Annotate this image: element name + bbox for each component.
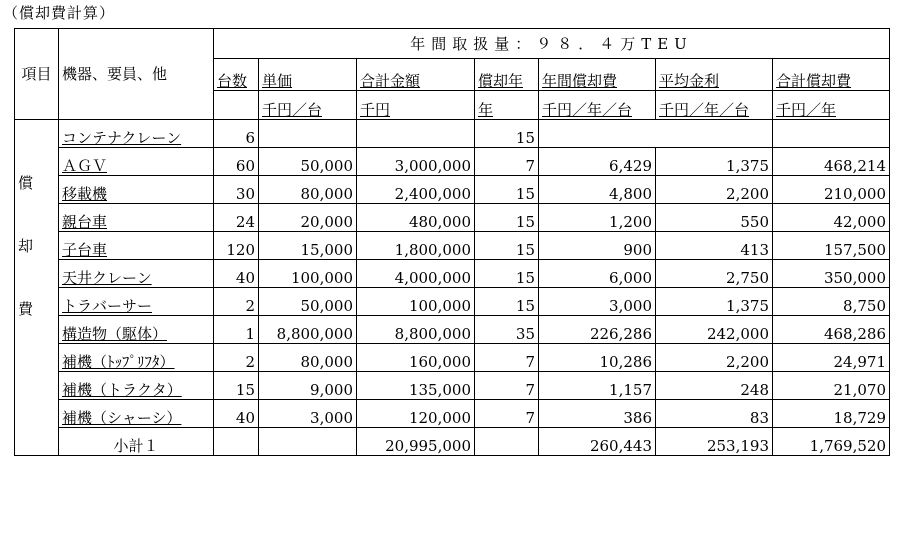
unit-interest: 千円／年／台 xyxy=(656,91,773,120)
row-total-dep: 18,729 xyxy=(773,400,890,428)
row-count: 120 xyxy=(214,232,259,260)
row-unit-price: 80,000 xyxy=(259,176,357,204)
row-interest: 1,375 xyxy=(656,148,773,176)
vertical-label xyxy=(15,120,59,456)
row-unit-price: 8,800,000 xyxy=(259,316,357,344)
row-total-dep: 42,000 xyxy=(773,204,890,232)
row-annual: 10,286 xyxy=(539,344,656,372)
depreciation-table xyxy=(14,28,890,456)
row-total xyxy=(357,120,475,148)
header-col-years: 償却年 xyxy=(475,59,539,91)
row-total: 135,000 xyxy=(357,372,475,400)
row-count: 6 xyxy=(214,120,259,148)
row-interest: 242,000 xyxy=(656,316,773,344)
subtotal-years xyxy=(475,428,539,456)
row-total: 2,400,000 xyxy=(357,176,475,204)
row-name: 補機（シャーシ） xyxy=(59,400,214,428)
row-count: 1 xyxy=(214,316,259,344)
unit-count xyxy=(214,91,259,120)
header-item: 項目 xyxy=(15,29,59,120)
row-annual: 900 xyxy=(539,232,656,260)
table-row xyxy=(15,176,890,204)
row-total-dep: 21,070 xyxy=(773,372,890,400)
row-years: 7 xyxy=(475,148,539,176)
row-annual: 386 xyxy=(539,400,656,428)
row-years: 35 xyxy=(475,316,539,344)
unit-total: 千円 xyxy=(357,91,475,120)
row-total: 4,000,000 xyxy=(357,260,475,288)
table-caption: （償却費計算） xyxy=(3,4,116,22)
subtotal-label: 小計１ xyxy=(59,428,214,456)
row-total-dep: 157,500 xyxy=(773,232,890,260)
header-col-count: 台数 xyxy=(214,59,259,91)
row-total-dep: 468,214 xyxy=(773,148,890,176)
row-total: 8,800,000 xyxy=(357,316,475,344)
header-col-total-dep: 合計償却費 xyxy=(773,59,890,91)
row-years: 15 xyxy=(475,120,539,148)
table-row xyxy=(15,400,890,428)
row-annual: 6,429 xyxy=(539,148,656,176)
vertical-label-char: 却 xyxy=(18,237,34,255)
unit-annual: 千円／年／台 xyxy=(539,91,656,120)
row-interest: 2,750 xyxy=(656,260,773,288)
row-unit-price: 50,000 xyxy=(259,288,357,316)
table-row xyxy=(15,260,890,288)
row-annual: 1,200 xyxy=(539,204,656,232)
unit-years: 年 xyxy=(475,91,539,120)
row-interest: 2,200 xyxy=(656,176,773,204)
row-total-dep: 350,000 xyxy=(773,260,890,288)
subtotal-interest: 253,193 xyxy=(656,428,773,456)
header-col-unit-price: 単価 xyxy=(259,59,357,91)
subtotal-row xyxy=(15,428,890,456)
subtotal-annual: 260,443 xyxy=(539,428,656,456)
row-total: 480,000 xyxy=(357,204,475,232)
row-name: 補機（トラクタ） xyxy=(59,372,214,400)
table-row xyxy=(15,232,890,260)
row-unit-price: 9,000 xyxy=(259,372,357,400)
row-unit-price: 50,000 xyxy=(259,148,357,176)
row-count: 15 xyxy=(214,372,259,400)
row-years: 7 xyxy=(475,372,539,400)
row-name: 補機（ﾄｯﾌﾟﾘﾌﾀ） xyxy=(59,344,214,372)
row-years: 7 xyxy=(475,344,539,372)
row-count: 30 xyxy=(214,176,259,204)
row-interest: 83 xyxy=(656,400,773,428)
row-years: 15 xyxy=(475,232,539,260)
row-unit-price: 100,000 xyxy=(259,260,357,288)
row-annual: 4,800 xyxy=(539,176,656,204)
header-equipment: 機器、要員、他 xyxy=(59,29,214,120)
row-total-dep: 8,750 xyxy=(773,288,890,316)
table-row xyxy=(15,344,890,372)
row-total: 3,000,000 xyxy=(357,148,475,176)
row-total-dep xyxy=(773,120,890,148)
row-total-dep: 468,286 xyxy=(773,316,890,344)
row-count: 40 xyxy=(214,260,259,288)
row-count: 24 xyxy=(214,204,259,232)
row-total: 120,000 xyxy=(357,400,475,428)
row-total-dep: 24,971 xyxy=(773,344,890,372)
row-years: 7 xyxy=(475,400,539,428)
subtotal-total-dep: 1,769,520 xyxy=(773,428,890,456)
row-unit-price xyxy=(259,120,357,148)
row-interest: 1,375 xyxy=(656,288,773,316)
row-annual: 1,157 xyxy=(539,372,656,400)
row-annual: 226,286 xyxy=(539,316,656,344)
header-col-total: 合計金額 xyxy=(357,59,475,91)
header-annual-volume: 年間取扱量：９８．４万TEU xyxy=(214,29,890,59)
row-name: 天井クレーン xyxy=(59,260,214,288)
row-name: 子台車 xyxy=(59,232,214,260)
row-interest: 550 xyxy=(656,204,773,232)
row-total: 1,800,000 xyxy=(357,232,475,260)
unit-unit-price: 千円／台 xyxy=(259,91,357,120)
row-name: ＡＧＶ xyxy=(59,148,214,176)
row-name: コンテナクレーン xyxy=(59,120,214,148)
row-interest: 413 xyxy=(656,232,773,260)
subtotal-unit-price xyxy=(259,428,357,456)
row-annual: 3,000 xyxy=(539,288,656,316)
row-years: 15 xyxy=(475,260,539,288)
vertical-label-char: 償 xyxy=(18,174,34,192)
row-total: 160,000 xyxy=(357,344,475,372)
unit-total-dep: 千円／年 xyxy=(773,91,890,120)
row-years: 15 xyxy=(475,204,539,232)
row-unit-price: 15,000 xyxy=(259,232,357,260)
table-row xyxy=(15,120,890,148)
table-row xyxy=(15,316,890,344)
row-unit-price: 20,000 xyxy=(259,204,357,232)
table-row xyxy=(15,372,890,400)
table-row xyxy=(15,288,890,316)
row-count: 2 xyxy=(214,288,259,316)
subtotal-count xyxy=(214,428,259,456)
row-unit-price: 3,000 xyxy=(259,400,357,428)
vertical-label-char: 費 xyxy=(18,300,34,318)
row-name: 構造物（駆体） xyxy=(59,316,214,344)
header-row-volume xyxy=(15,29,890,59)
row-interest: 248 xyxy=(656,372,773,400)
row-total: 100,000 xyxy=(357,288,475,316)
row-name: 移載機 xyxy=(59,176,214,204)
row-interest: 2,200 xyxy=(656,344,773,372)
row-count: 2 xyxy=(214,344,259,372)
table-row xyxy=(15,148,890,176)
row-years: 15 xyxy=(475,176,539,204)
row-name: トラバーサー xyxy=(59,288,214,316)
header-col-interest: 平均金利 xyxy=(656,59,773,91)
row-annual xyxy=(539,120,773,148)
row-unit-price: 80,000 xyxy=(259,344,357,372)
row-annual: 6,000 xyxy=(539,260,656,288)
header-col-annual: 年間償却費 xyxy=(539,59,656,91)
row-years: 15 xyxy=(475,288,539,316)
row-count: 60 xyxy=(214,148,259,176)
row-count: 40 xyxy=(214,400,259,428)
table-row xyxy=(15,204,890,232)
row-name: 親台車 xyxy=(59,204,214,232)
subtotal-total: 20,995,000 xyxy=(357,428,475,456)
row-total-dep: 210,000 xyxy=(773,176,890,204)
